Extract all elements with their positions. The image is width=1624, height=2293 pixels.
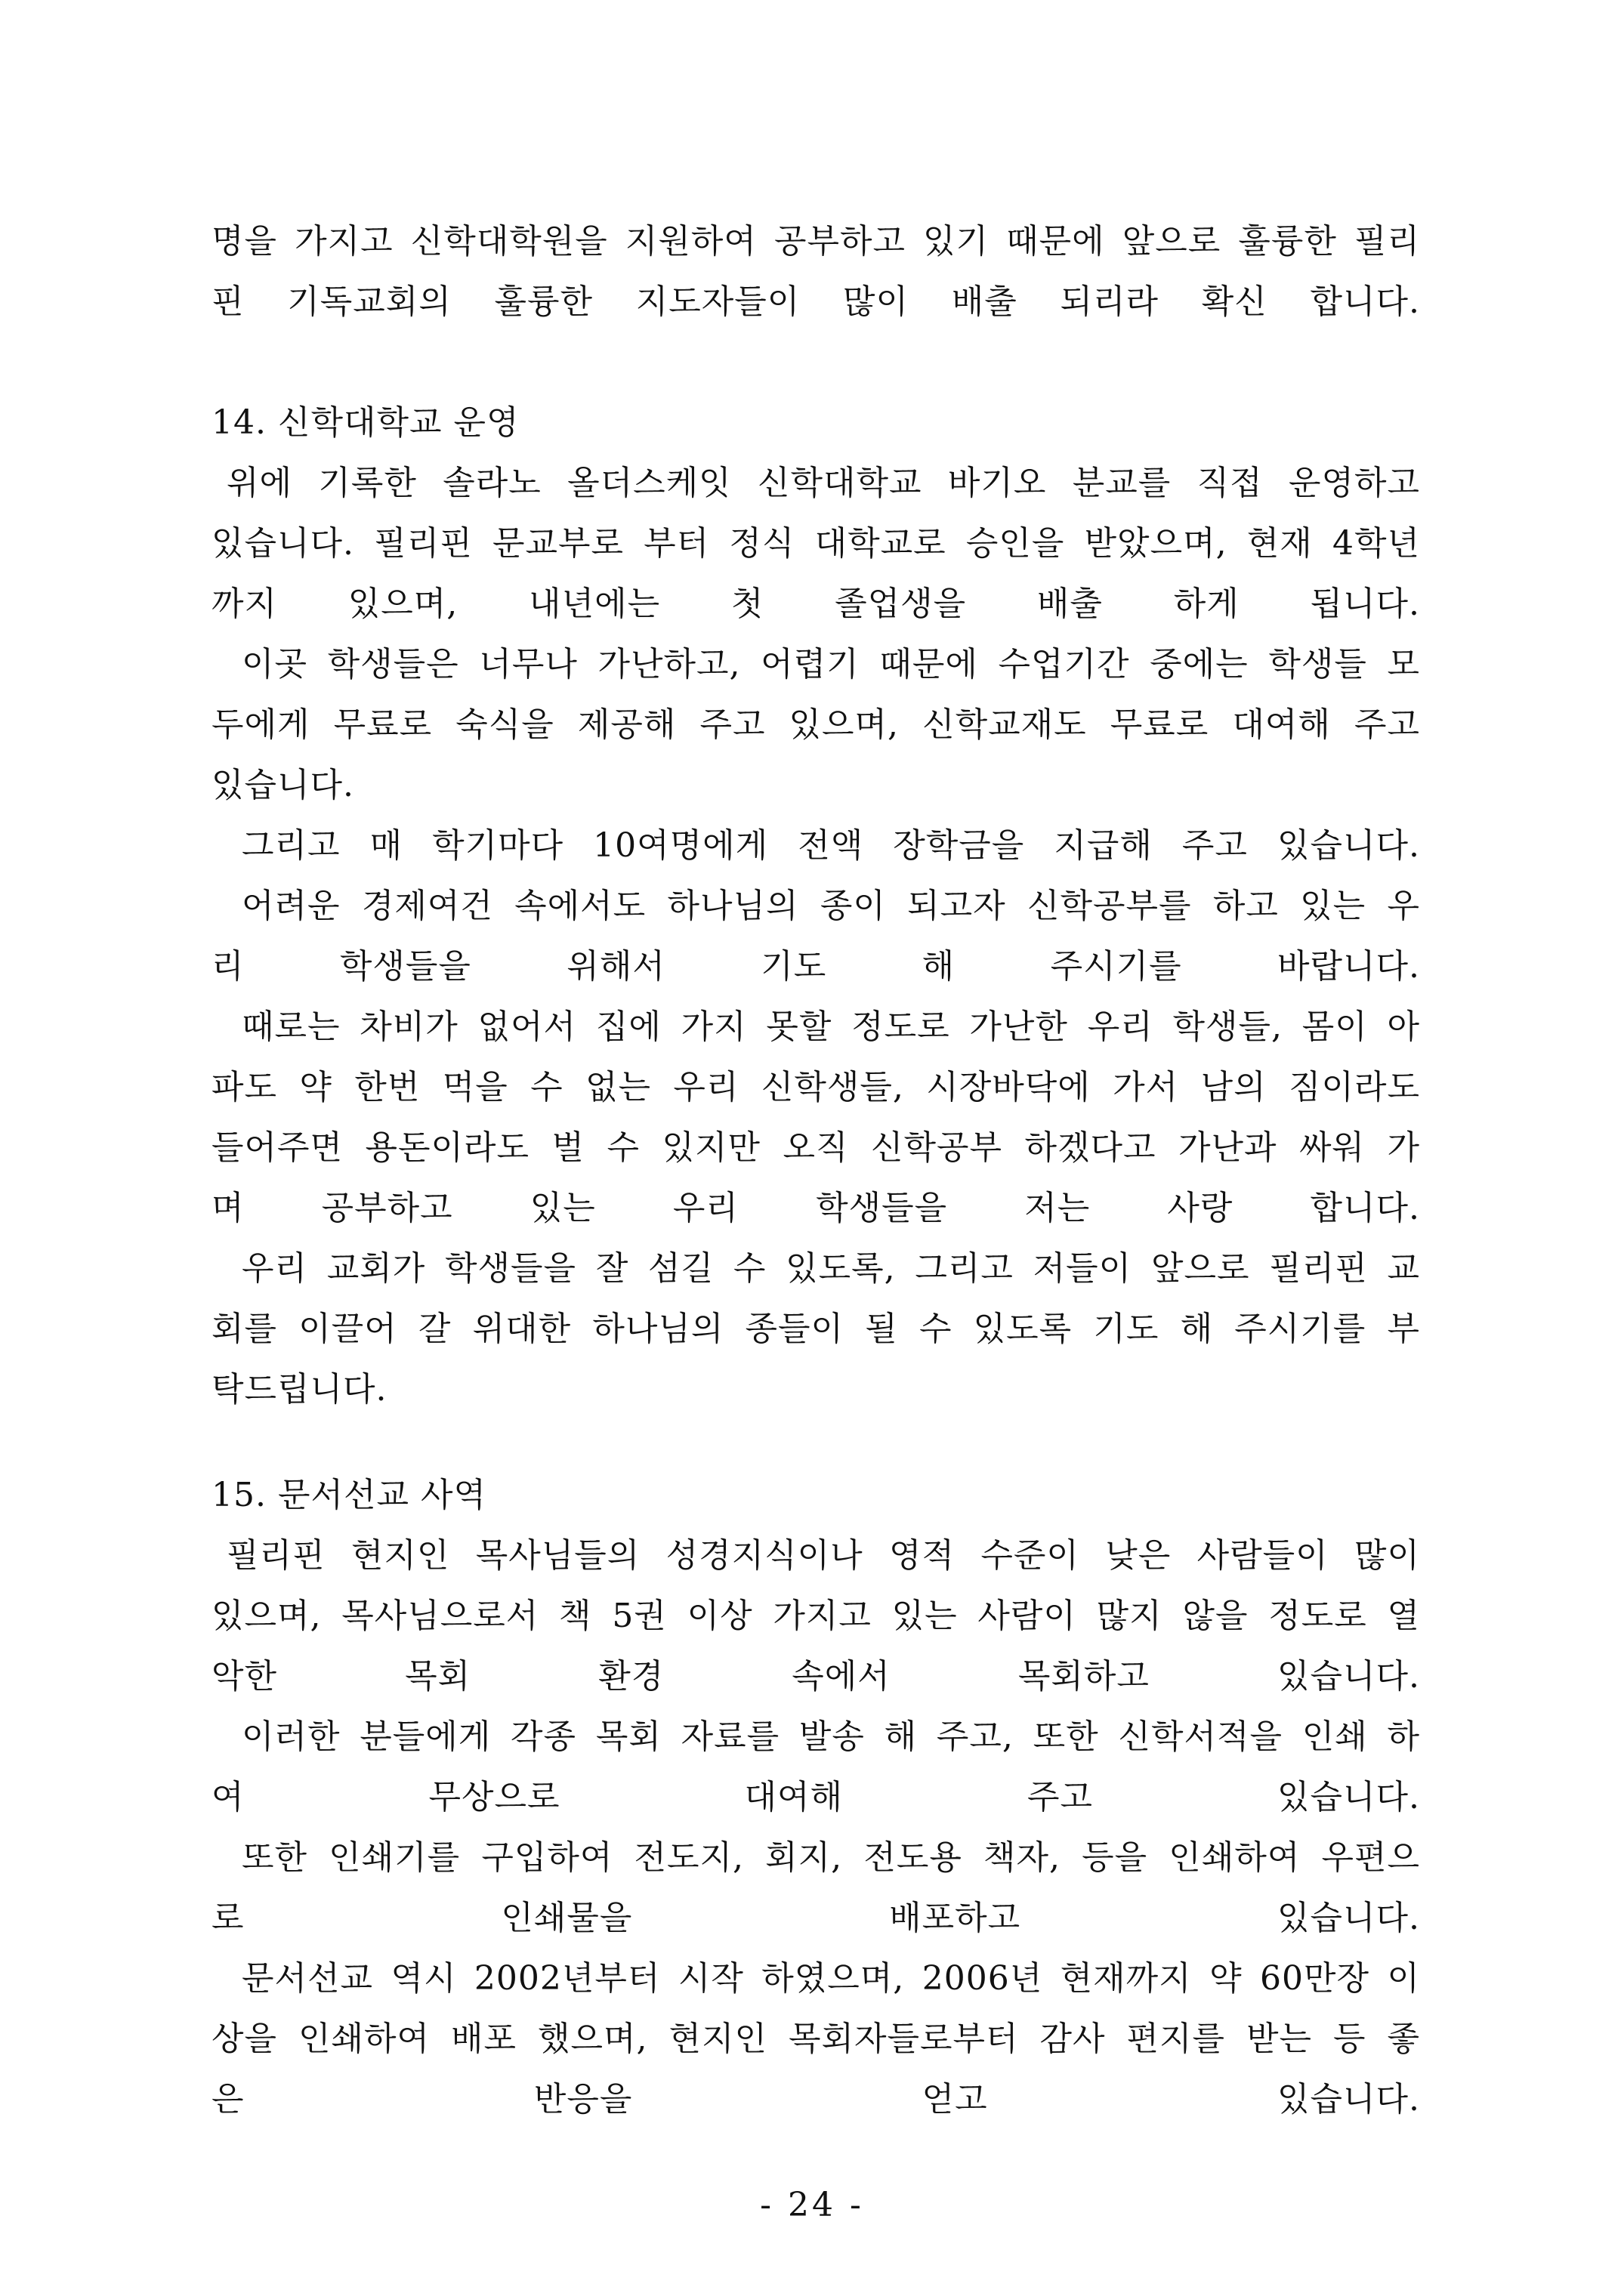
text-line: 들어주면 용돈이라도 벌 수 있지만 오직 신학공부 하겠다고 가난과 싸워 가 <box>211 1128 1420 1167</box>
text-line: 두에게 무료로 숙식을 제공해 주고 있으며, 신학교재도 무료로 대여해 주고 <box>211 705 1420 744</box>
text-line: 리 학생들을 위해서 기도 해 주시기를 바랍니다. <box>211 947 1420 986</box>
text-line: 며 공부하고 있는 우리 학생들을 저는 사랑 합니다. <box>211 1189 1420 1227</box>
text-line: 명을 가지고 신학대학원을 지원하여 공부하고 있기 때문에 앞으로 훌륭한 필리 <box>211 222 1420 261</box>
text-line: 핀 기독교회의 훌륭한 지도자들이 많이 배출 되리라 확신 합니다. <box>211 282 1420 321</box>
text-line: 때로는 차비가 없어서 집에 가지 못할 정도로 가난한 우리 학생들, 몸이 아 <box>242 1008 1420 1046</box>
section-14-body <box>211 453 1420 1420</box>
section-heading-15: 15. 문서선교 사역 <box>211 1476 486 1514</box>
text-line: 탁드립니다. <box>211 1370 387 1409</box>
text-line: 있습니다. 필리핀 문교부로 부터 정식 대학교로 승인을 받았으며, 현재 4학년 <box>211 524 1420 563</box>
text-line: 필리핀 현지인 목사님들의 성경지식이나 영적 수준이 낮은 사람들이 많이 <box>227 1536 1420 1575</box>
page-number: - 24 - <box>760 2186 864 2224</box>
text-line: 문서선교 역시 2002년부터 시작 하였으며, 2006년 현재까지 약 60만장 이 <box>242 1959 1420 1998</box>
text-line: 어려운 경제여건 속에서도 하나님의 종이 되고자 신학공부를 하고 있는 우 <box>242 887 1420 925</box>
text-line: 그리고 매 학기마다 10여명에게 전액 장학금을 지급해 주고 있습니다. <box>242 826 1420 865</box>
text-line: 회를 이끌어 갈 위대한 하나님의 종들이 될 수 있도록 기도 해 주시기를 부 <box>211 1310 1420 1348</box>
text-line: 까지 있으며, 내년에는 첫 졸업생을 배출 하게 됩니다. <box>211 585 1420 623</box>
text-line: 은 반응을 얻고 있습니다. <box>211 2080 1420 2119</box>
text-line: 우리 교회가 학생들을 잘 섬길 수 있도록, 그리고 저들이 앞으로 필리핀 교 <box>242 1249 1420 1288</box>
text-line: 이러한 분들에게 각종 목회 자료를 발송 해 주고, 또한 신학서적을 인쇄 하 <box>242 1717 1420 1756</box>
text-line: 있습니다. <box>211 766 355 804</box>
section-heading-14: 14. 신학대학교 운영 <box>211 403 520 442</box>
section-15-body <box>211 1526 1420 2130</box>
text-line: 악한 목회 환경 속에서 목회하고 있습니다. <box>211 1657 1420 1696</box>
intro-paragraph <box>211 211 1420 332</box>
text-line: 파도 약 한번 먹을 수 없는 우리 신학생들, 시장바닥에 가서 남의 짐이라도 <box>211 1068 1420 1106</box>
text-line: 있으며, 목사님으로서 책 5권 이상 가지고 있는 사람이 많지 않을 정도로 열 <box>211 1597 1420 1635</box>
text-line: 로 인쇄물을 배포하고 있습니다. <box>211 1899 1420 1937</box>
text-line: 상을 인쇄하여 배포 했으며, 현지인 목회자들로부터 감사 편지를 받는 등 좋 <box>211 2020 1420 2058</box>
text-line: 위에 기록한 솔라노 올더스케잇 신학대학교 바기오 분교를 직접 운영하고 <box>227 464 1420 502</box>
text-line: 또한 인쇄기를 구입하여 전도지, 회지, 전도용 책자, 등을 인쇄하여 우편으 <box>242 1838 1420 1877</box>
text-line: 여 무상으로 대여해 주고 있습니다. <box>211 1778 1420 1816</box>
text-line: 이곳 학생들은 너무나 가난하고, 어렵기 때문에 수업기간 중에는 학생들 모 <box>242 645 1420 684</box>
